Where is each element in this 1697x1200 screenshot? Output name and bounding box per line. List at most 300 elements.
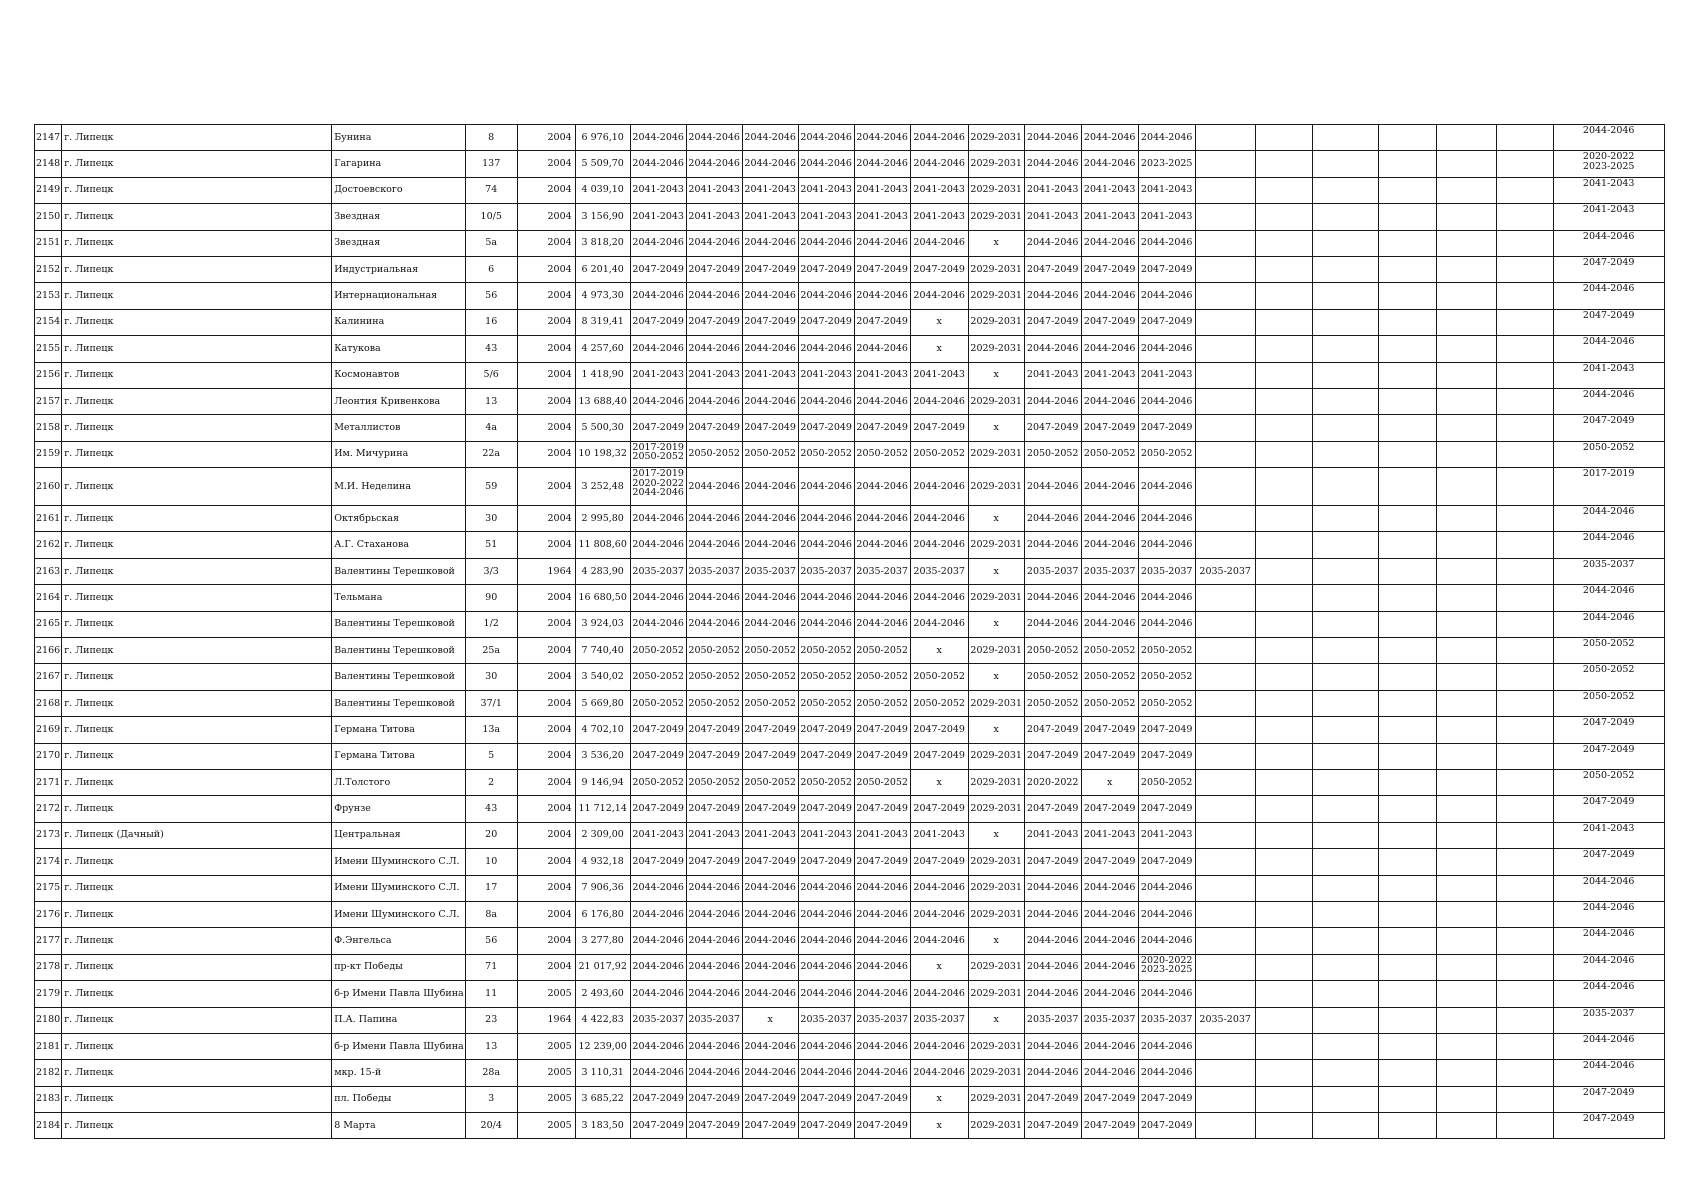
cell-period-8: 2044-2046 (1024, 230, 1081, 256)
cell-period-14 (1378, 796, 1436, 822)
cell-period-16 (1496, 928, 1553, 954)
cell-period-3: 2047-2049 (742, 743, 798, 769)
cell-period-10: 2050-2052 (1138, 441, 1195, 467)
cell-period-4: 2047-2049 (798, 1113, 854, 1139)
cell-period-16 (1496, 1033, 1553, 1059)
cell-period-13 (1312, 769, 1378, 795)
cell-period-14 (1378, 769, 1436, 795)
cell-period-9: 2047-2049 (1081, 1086, 1138, 1112)
cell-row-number: 2182 (35, 1060, 62, 1086)
cell-locality: г. Липецк (62, 690, 332, 716)
cell-final-period: 2017-2019 (1553, 468, 1664, 506)
cell-period-16 (1496, 388, 1553, 414)
cell-period-10: 2050-2052 (1138, 664, 1195, 690)
cell-house-number: 59 (465, 468, 517, 506)
cell-house-number: 8а (465, 901, 517, 927)
cell-final-period: 2044-2046 (1553, 901, 1664, 927)
cell-period-5: 2047-2049 (854, 256, 910, 282)
cell-period-11 (1195, 468, 1255, 506)
cell-final-period: 2044-2046 (1553, 230, 1664, 256)
cell-period-16 (1496, 230, 1553, 256)
cell-period-13 (1312, 849, 1378, 875)
cell-period-7: 2029-2031 (968, 769, 1024, 795)
cell-period-2: 2041-2043 (686, 204, 742, 230)
cell-period-13 (1312, 151, 1378, 177)
cell-period-9: 2044-2046 (1081, 901, 1138, 927)
cell-period-12 (1255, 822, 1312, 848)
cell-period-14 (1378, 1086, 1436, 1112)
cell-period-8: 2047-2049 (1024, 849, 1081, 875)
cell-period-7: 2029-2031 (968, 849, 1024, 875)
cell-period-15 (1436, 125, 1496, 151)
cell-area: 4 422,83 (575, 1007, 630, 1033)
cell-house-number: 74 (465, 177, 517, 203)
cell-period-10: 2044-2046 (1138, 901, 1195, 927)
cell-period-7: 2029-2031 (968, 743, 1024, 769)
cell-period-14 (1378, 441, 1436, 467)
cell-final-period: 2041-2043 (1553, 177, 1664, 203)
cell-area: 4 283,90 (575, 558, 630, 584)
cell-period-10: 2047-2049 (1138, 1086, 1195, 1112)
cell-period-11 (1195, 981, 1255, 1007)
cell-period-6: 2044-2046 (910, 611, 968, 637)
cell-period-10: 2020-2022 2023-2025 (1138, 954, 1195, 980)
cell-period-11 (1195, 690, 1255, 716)
cell-period-15 (1436, 664, 1496, 690)
cell-period-2: 2047-2049 (686, 717, 742, 743)
cell-street: пр-кт Победы (332, 954, 466, 980)
cell-period-8: 2044-2046 (1024, 468, 1081, 506)
cell-period-10: 2050-2052 (1138, 769, 1195, 795)
cell-area: 3 924,03 (575, 611, 630, 637)
cell-period-4: 2047-2049 (798, 849, 854, 875)
cell-period-12 (1255, 928, 1312, 954)
cell-period-6: 2044-2046 (910, 981, 968, 1007)
cell-period-10: 2044-2046 (1138, 230, 1195, 256)
cell-year: 2004 (517, 415, 575, 441)
cell-street: Гагарина (332, 151, 466, 177)
cell-period-10: 2050-2052 (1138, 638, 1195, 664)
table-row (35, 611, 1665, 637)
table-row (35, 177, 1665, 203)
cell-period-4: 2050-2052 (798, 769, 854, 795)
cell-row-number: 2180 (35, 1007, 62, 1033)
cell-period-6: 2044-2046 (910, 468, 968, 506)
cell-period-7: х (968, 506, 1024, 532)
cell-period-10: 2047-2049 (1138, 743, 1195, 769)
cell-period-2: 2050-2052 (686, 441, 742, 467)
cell-period-4: 2044-2046 (798, 151, 854, 177)
cell-period-6: 2047-2049 (910, 796, 968, 822)
cell-period-2: 2047-2049 (686, 743, 742, 769)
cell-period-14 (1378, 336, 1436, 362)
cell-final-period: 2044-2046 (1553, 532, 1664, 558)
cell-period-9: 2047-2049 (1081, 309, 1138, 335)
cell-street: Металлистов (332, 415, 466, 441)
cell-period-8: 2047-2049 (1024, 743, 1081, 769)
cell-period-16 (1496, 177, 1553, 203)
cell-period-9: 2044-2046 (1081, 981, 1138, 1007)
cell-final-period: 2044-2046 (1553, 1060, 1664, 1086)
cell-locality: г. Липецк (62, 151, 332, 177)
cell-period-3: 2047-2049 (742, 415, 798, 441)
cell-locality: г. Липецк (62, 283, 332, 309)
cell-period-14 (1378, 638, 1436, 664)
cell-year: 2004 (517, 901, 575, 927)
cell-period-4: 2044-2046 (798, 125, 854, 151)
cell-period-8: 2044-2046 (1024, 506, 1081, 532)
cell-period-15 (1436, 585, 1496, 611)
cell-period-6: 2047-2049 (910, 743, 968, 769)
cell-period-12 (1255, 256, 1312, 282)
cell-period-9: 2044-2046 (1081, 336, 1138, 362)
cell-period-14 (1378, 309, 1436, 335)
cell-year: 2004 (517, 151, 575, 177)
cell-period-1: 2050-2052 (630, 638, 686, 664)
cell-period-16 (1496, 664, 1553, 690)
cell-period-2: 2044-2046 (686, 230, 742, 256)
cell-period-16 (1496, 204, 1553, 230)
cell-locality: г. Липецк (62, 506, 332, 532)
cell-final-period: 2047-2049 (1553, 849, 1664, 875)
cell-period-6: 2044-2046 (910, 532, 968, 558)
cell-street: Им. Мичурина (332, 441, 466, 467)
cell-period-4: 2047-2049 (798, 415, 854, 441)
table-row (35, 849, 1665, 875)
cell-area: 3 277,80 (575, 928, 630, 954)
cell-row-number: 2149 (35, 177, 62, 203)
cell-row-number: 2162 (35, 532, 62, 558)
cell-street: Валентины Терешковой (332, 638, 466, 664)
cell-period-2: 2050-2052 (686, 769, 742, 795)
cell-period-8: 2044-2046 (1024, 283, 1081, 309)
cell-period-15 (1436, 1113, 1496, 1139)
cell-period-4: 2044-2046 (798, 1033, 854, 1059)
cell-period-13 (1312, 1007, 1378, 1033)
cell-period-4: 2047-2049 (798, 309, 854, 335)
cell-period-5: 2047-2049 (854, 743, 910, 769)
table-body (35, 125, 1665, 1139)
cell-period-7: 2029-2031 (968, 954, 1024, 980)
cell-house-number: 23 (465, 1007, 517, 1033)
cell-period-8: 2047-2049 (1024, 415, 1081, 441)
cell-period-4: 2044-2046 (798, 611, 854, 637)
cell-period-12 (1255, 981, 1312, 1007)
table-row (35, 981, 1665, 1007)
table-row (35, 796, 1665, 822)
cell-period-8: 2044-2046 (1024, 585, 1081, 611)
cell-period-6: 2044-2046 (910, 585, 968, 611)
cell-period-8: 2047-2049 (1024, 309, 1081, 335)
cell-period-15 (1436, 415, 1496, 441)
cell-area: 2 493,60 (575, 981, 630, 1007)
cell-period-1: 2050-2052 (630, 769, 686, 795)
cell-house-number: 13 (465, 388, 517, 414)
cell-period-8: 2020-2022 (1024, 769, 1081, 795)
cell-period-4: 2041-2043 (798, 822, 854, 848)
cell-period-15 (1436, 690, 1496, 716)
cell-period-12 (1255, 611, 1312, 637)
cell-locality: г. Липецк (Дачный) (62, 822, 332, 848)
cell-year: 1964 (517, 558, 575, 584)
table-row (35, 743, 1665, 769)
cell-row-number: 2170 (35, 743, 62, 769)
cell-house-number: 37/1 (465, 690, 517, 716)
cell-period-11 (1195, 283, 1255, 309)
cell-period-11 (1195, 717, 1255, 743)
cell-house-number: 137 (465, 151, 517, 177)
cell-street: Космонавтов (332, 362, 466, 388)
cell-period-12 (1255, 177, 1312, 203)
cell-period-11 (1195, 743, 1255, 769)
cell-row-number: 2181 (35, 1033, 62, 1059)
cell-locality: г. Липецк (62, 664, 332, 690)
cell-period-15 (1436, 558, 1496, 584)
table-row (35, 506, 1665, 532)
cell-period-16 (1496, 849, 1553, 875)
cell-period-11 (1195, 849, 1255, 875)
table-row (35, 1060, 1665, 1086)
cell-period-2: 2044-2046 (686, 125, 742, 151)
cell-period-11 (1195, 1086, 1255, 1112)
cell-period-7: 2029-2031 (968, 441, 1024, 467)
cell-period-5: 2047-2049 (854, 1113, 910, 1139)
cell-period-12 (1255, 796, 1312, 822)
cell-period-5: 2044-2046 (854, 151, 910, 177)
cell-period-12 (1255, 441, 1312, 467)
cell-period-13 (1312, 585, 1378, 611)
cell-area: 6 176,80 (575, 901, 630, 927)
cell-period-8: 2035-2037 (1024, 558, 1081, 584)
cell-final-period: 2044-2046 (1553, 875, 1664, 901)
cell-period-8: 2044-2046 (1024, 875, 1081, 901)
cell-period-1: 2035-2037 (630, 1007, 686, 1033)
cell-period-7: х (968, 558, 1024, 584)
cell-street: А.Г. Стаханова (332, 532, 466, 558)
cell-row-number: 2161 (35, 506, 62, 532)
cell-period-4: 2041-2043 (798, 177, 854, 203)
cell-period-10: 2047-2049 (1138, 1113, 1195, 1139)
cell-period-8: 2044-2046 (1024, 901, 1081, 927)
cell-period-7: х (968, 928, 1024, 954)
cell-period-1: 2041-2043 (630, 362, 686, 388)
cell-period-4: 2050-2052 (798, 690, 854, 716)
cell-period-6: 2050-2052 (910, 664, 968, 690)
cell-year: 2004 (517, 283, 575, 309)
cell-period-7: 2029-2031 (968, 1086, 1024, 1112)
table-row (35, 468, 1665, 506)
table-row (35, 1033, 1665, 1059)
cell-period-12 (1255, 743, 1312, 769)
cell-period-10: 2050-2052 (1138, 690, 1195, 716)
cell-period-1: 2047-2049 (630, 796, 686, 822)
cell-street: б-р Имени Павла Шубина (332, 1033, 466, 1059)
cell-period-5: 2041-2043 (854, 822, 910, 848)
cell-year: 2004 (517, 928, 575, 954)
cell-period-8: 2044-2046 (1024, 388, 1081, 414)
cell-period-7: 2029-2031 (968, 981, 1024, 1007)
cell-period-6: 2047-2049 (910, 717, 968, 743)
cell-row-number: 2152 (35, 256, 62, 282)
cell-period-9: 2044-2046 (1081, 283, 1138, 309)
cell-house-number: 3 (465, 1086, 517, 1112)
cell-period-11 (1195, 611, 1255, 637)
cell-row-number: 2151 (35, 230, 62, 256)
cell-period-9: 2047-2049 (1081, 256, 1138, 282)
cell-period-5: 2044-2046 (854, 230, 910, 256)
cell-period-14 (1378, 532, 1436, 558)
cell-period-4: 2035-2037 (798, 1007, 854, 1033)
cell-period-1: 2035-2037 (630, 558, 686, 584)
cell-period-15 (1436, 532, 1496, 558)
cell-period-7: 2029-2031 (968, 256, 1024, 282)
cell-period-7: х (968, 717, 1024, 743)
cell-period-6: х (910, 1086, 968, 1112)
cell-house-number: 30 (465, 506, 517, 532)
cell-period-1: 2044-2046 (630, 954, 686, 980)
cell-period-3: 2044-2046 (742, 875, 798, 901)
cell-period-15 (1436, 441, 1496, 467)
cell-year: 2004 (517, 717, 575, 743)
cell-period-16 (1496, 743, 1553, 769)
cell-period-4: 2044-2046 (798, 283, 854, 309)
cell-period-5: 2041-2043 (854, 204, 910, 230)
cell-period-15 (1436, 362, 1496, 388)
cell-period-7: 2029-2031 (968, 532, 1024, 558)
cell-period-8: 2041-2043 (1024, 204, 1081, 230)
cell-period-14 (1378, 717, 1436, 743)
cell-locality: г. Липецк (62, 928, 332, 954)
cell-period-3: 2044-2046 (742, 151, 798, 177)
cell-period-6: 2041-2043 (910, 822, 968, 848)
cell-period-7: 2029-2031 (968, 336, 1024, 362)
cell-period-13 (1312, 309, 1378, 335)
cell-period-15 (1436, 230, 1496, 256)
cell-area: 7 740,40 (575, 638, 630, 664)
table-row (35, 125, 1665, 151)
cell-row-number: 2173 (35, 822, 62, 848)
cell-period-1: 2050-2052 (630, 664, 686, 690)
cell-period-4: 2044-2046 (798, 336, 854, 362)
cell-period-13 (1312, 928, 1378, 954)
cell-period-9: 2044-2046 (1081, 230, 1138, 256)
cell-period-13 (1312, 796, 1378, 822)
cell-house-number: 30 (465, 664, 517, 690)
cell-period-7: 2029-2031 (968, 1113, 1024, 1139)
cell-period-5: 2044-2046 (854, 875, 910, 901)
cell-period-1: 2047-2049 (630, 1113, 686, 1139)
cell-period-11: 2035-2037 (1195, 1007, 1255, 1033)
cell-period-11 (1195, 336, 1255, 362)
cell-period-13 (1312, 690, 1378, 716)
cell-area: 3 183,50 (575, 1113, 630, 1139)
cell-period-9: 2044-2046 (1081, 585, 1138, 611)
cell-period-2: 2035-2037 (686, 1007, 742, 1033)
cell-row-number: 2174 (35, 849, 62, 875)
cell-period-15 (1436, 388, 1496, 414)
cell-period-8: 2041-2043 (1024, 177, 1081, 203)
cell-period-15 (1436, 638, 1496, 664)
cell-period-2: 2047-2049 (686, 415, 742, 441)
cell-area: 3 540,02 (575, 664, 630, 690)
cell-period-3: 2044-2046 (742, 1033, 798, 1059)
cell-street: Валентины Терешковой (332, 664, 466, 690)
cell-period-3: 2044-2046 (742, 506, 798, 532)
cell-period-3: 2044-2046 (742, 230, 798, 256)
cell-period-10: 2047-2049 (1138, 415, 1195, 441)
cell-period-13 (1312, 177, 1378, 203)
cell-period-15 (1436, 769, 1496, 795)
cell-period-12 (1255, 769, 1312, 795)
cell-period-12 (1255, 585, 1312, 611)
cell-period-4: 2044-2046 (798, 230, 854, 256)
cell-period-16 (1496, 875, 1553, 901)
cell-period-13 (1312, 954, 1378, 980)
cell-period-16 (1496, 468, 1553, 506)
cell-period-7: 2029-2031 (968, 283, 1024, 309)
cell-period-2: 2035-2037 (686, 558, 742, 584)
cell-period-16 (1496, 506, 1553, 532)
cell-final-period: 2041-2043 (1553, 822, 1664, 848)
cell-final-period: 2044-2046 (1553, 954, 1664, 980)
table-row (35, 336, 1665, 362)
cell-period-2: 2047-2049 (686, 309, 742, 335)
cell-period-10: 2047-2049 (1138, 256, 1195, 282)
cell-area: 7 906,36 (575, 875, 630, 901)
cell-period-15 (1436, 506, 1496, 532)
cell-period-15 (1436, 283, 1496, 309)
cell-year: 2004 (517, 336, 575, 362)
cell-period-3: 2041-2043 (742, 822, 798, 848)
table-row (35, 901, 1665, 927)
cell-period-13 (1312, 336, 1378, 362)
cell-period-8: 2044-2046 (1024, 532, 1081, 558)
cell-period-1: 2044-2046 (630, 928, 686, 954)
cell-period-16 (1496, 981, 1553, 1007)
cell-row-number: 2172 (35, 796, 62, 822)
cell-period-14 (1378, 177, 1436, 203)
cell-year: 2004 (517, 441, 575, 467)
cell-period-10: 2047-2049 (1138, 717, 1195, 743)
cell-period-6: 2044-2046 (910, 928, 968, 954)
cell-period-5: 2044-2046 (854, 1060, 910, 1086)
cell-period-15 (1436, 954, 1496, 980)
cell-period-10: 2044-2046 (1138, 928, 1195, 954)
cell-period-9: 2044-2046 (1081, 468, 1138, 506)
cell-house-number: 10 (465, 849, 517, 875)
cell-locality: г. Липецк (62, 309, 332, 335)
cell-period-1: 2044-2046 (630, 611, 686, 637)
cell-period-2: 2044-2046 (686, 468, 742, 506)
cell-period-1: 2041-2043 (630, 177, 686, 203)
cell-period-2: 2050-2052 (686, 664, 742, 690)
cell-final-period: 2044-2046 (1553, 125, 1664, 151)
cell-year: 2004 (517, 743, 575, 769)
cell-period-6: 2041-2043 (910, 204, 968, 230)
cell-period-2: 2044-2046 (686, 283, 742, 309)
cell-period-11 (1195, 928, 1255, 954)
cell-period-11 (1195, 125, 1255, 151)
cell-final-period: 2047-2049 (1553, 309, 1664, 335)
cell-period-9: 2047-2049 (1081, 743, 1138, 769)
cell-period-5: 2044-2046 (854, 585, 910, 611)
cell-period-10: 2044-2046 (1138, 468, 1195, 506)
cell-period-5: 2044-2046 (854, 901, 910, 927)
cell-period-16 (1496, 558, 1553, 584)
cell-final-period: 2050-2052 (1553, 664, 1664, 690)
cell-period-1: 2017-2019 2050-2052 (630, 441, 686, 467)
cell-period-15 (1436, 717, 1496, 743)
